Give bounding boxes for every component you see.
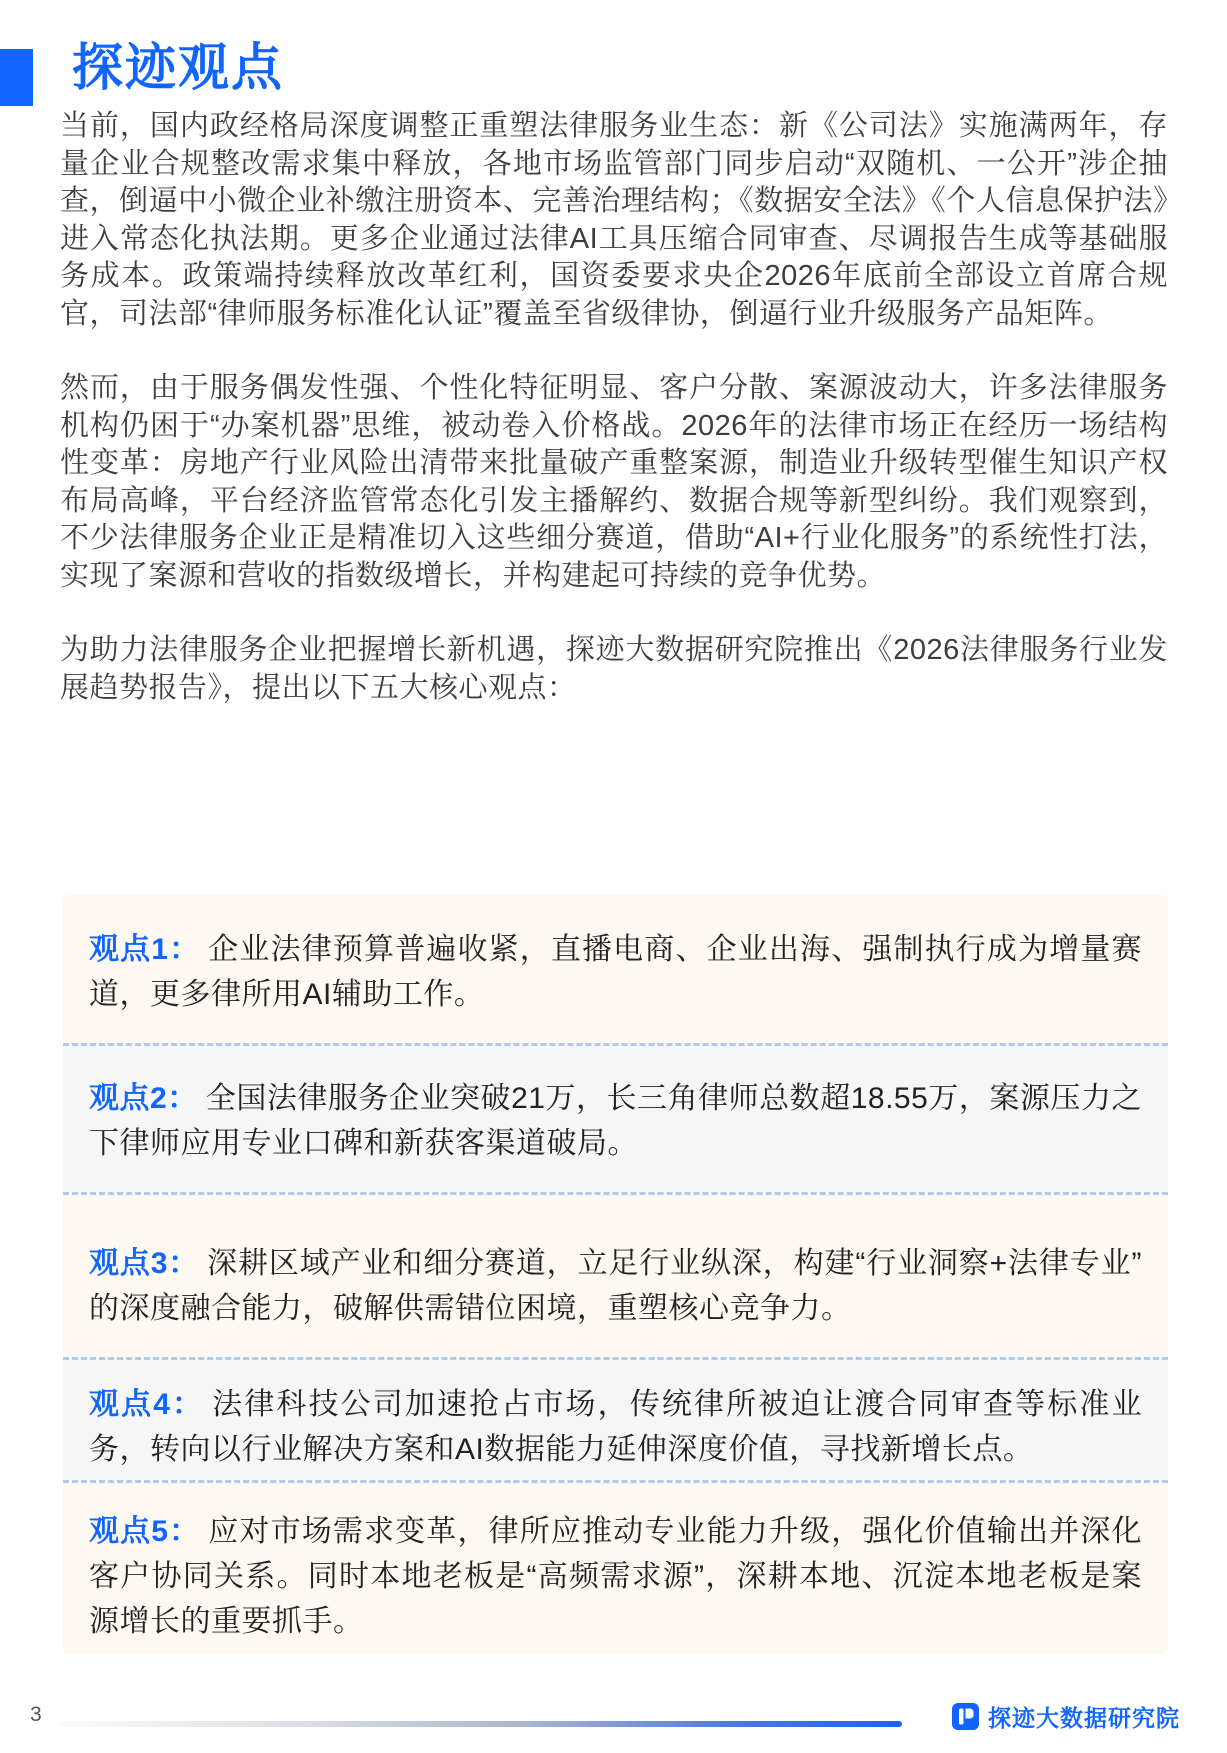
body-paragraph-3: 为助力法律服务企业把握增长新机遇，探迹大数据研究院推出《2026法律服务行业发展趋势报告》，提出以下五大核心观点： (60, 634, 1168, 704)
body-paragraph-2: 然而，由于服务偶发性强、个性化特征明显、客户分散、案源波动大，许多法律服务机构仍困于“办案机器”思维，被动卷入价格战。2026年的法律市场正在经历一场结构性变革：房地产行业风险出清带来批量破产重整案源，制造业升级转型催生知识产权布局高峰，平台经济监管常态化引发主播解约、数据合规等新型纠纷。我们观察到，不少法律服务企业正是精准切入这些细分赛道，借助“AI+行业化服务”的系统性打法，实现了案源和营收的指数级增长，并构建起可持续的竞争优势。 (60, 372, 1168, 592)
opinion-text-2: 全国法律服务企业突破21万，长三角律师总数超18.55万，案源压力之下律师应用专业口碑和新获客渠道破局。 (89, 1082, 1142, 1160)
opinion-box-4 (63, 1357, 1168, 1480)
opinion-box-1 (63, 895, 1168, 1043)
title-accent-bar (0, 49, 33, 106)
opinion-text-3: 深耕区域产业和细分赛道，立足行业纵深，构建“行业洞察+法律专业”的深度融合能力，破解供需错位困境，重塑核心竞争力。 (89, 1247, 1143, 1325)
body-paragraph-1: 当前，国内政经格局深度调整正重塑法律服务业生态：新《公司法》实施满两年，存量企业合规整改需求集中释放，各地市场监管部门同步启动“双随机、一公开”涉企抽查，倒逼中小微企业补缴注册资本、完善治理结构；《数据安全法》《个人信息保护法》进入常态化执法期。更多企业通过法律AI工具压缩合同审查、尽调报告生成等基础服务成本。政策端持续释放改革红利，国资委要求央企2026年底前全部设立首席合规官，司法部“律师服务标准化认证”覆盖至省级律协，倒逼行业升级服务产品矩阵。 (60, 110, 1168, 330)
opinion-box-3 (63, 1192, 1168, 1357)
opinion-label-1: 观点1： (89, 933, 201, 966)
body-text-block (60, 108, 1168, 707)
footer-brand (952, 1700, 1180, 1733)
opinion-label-5: 观点5： (89, 1515, 201, 1548)
tanji-logo-icon (952, 1703, 979, 1730)
page-title: 探迹观点 (72, 39, 285, 96)
opinion-label-3: 观点3： (89, 1247, 200, 1280)
footer-divider-line (57, 1721, 902, 1727)
opinion-text-4: 法律科技公司加速抢占市场，传统律所被迫让渡合同审查等标准业务，转向以行业解决方案和AI数据能力延伸深度价值，寻找新增长点。 (89, 1388, 1143, 1466)
opinion-text-5: 应对市场需求变革，律所应推动专业能力升级，强化价值输出并深化客户协同关系。同时本地老板是“高频需求源”，深耕本地、沉淀本地老板是案源增长的重要抓手。 (89, 1515, 1143, 1638)
opinion-list (63, 895, 1168, 1654)
opinion-label-4: 观点4： (89, 1388, 205, 1421)
page-number: 3 (30, 1703, 42, 1726)
opinion-text-1: 企业法律预算普遍收紧，直播电商、企业出海、强制执行成为增量赛道，更多律所用AI辅助工作。 (89, 933, 1143, 1011)
org-name: 探迹大数据研究院 (988, 1705, 1180, 1731)
opinion-box-5 (63, 1480, 1168, 1654)
opinion-label-2: 观点2： (89, 1082, 198, 1115)
opinion-box-2 (63, 1043, 1168, 1192)
